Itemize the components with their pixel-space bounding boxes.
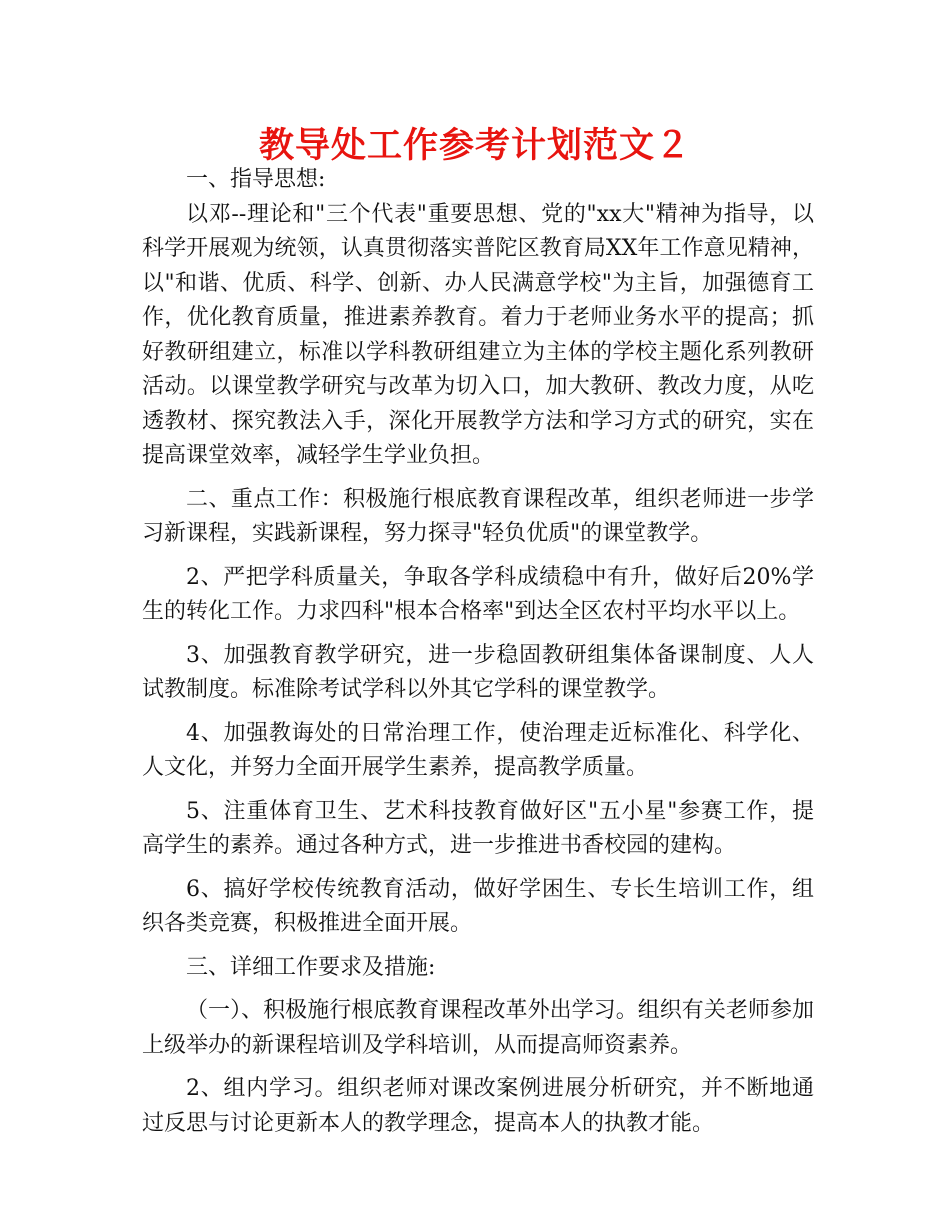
paragraph-key-work-1: 二、重点工作：积极施行根底教育课程改革，组织老师进一步学习新课程，实践新课程，努力探寻"轻负优质"的课堂教学。 (142, 486, 814, 546)
paragraph-key-work-4: 4、加强教诲处的日常治理工作，使治理走近标准化、科学化、人文化，并努力全面开展学生素养，提高教学质量。 (142, 720, 814, 780)
paragraph-key-work-3: 3、加强教育教学研究，进一步稳固教研组集体备课制度、人人试教制度。标准除考试学科以外其它学科的课堂教学。 (142, 642, 814, 702)
section-heading-guiding-ideology: 一、指导思想: (186, 167, 326, 192)
document-body (142, 163, 814, 1141)
document-title: 教导处工作参考计划范文２ (258, 126, 691, 166)
paragraph-key-work-6: 6、搞好学校传统教育活动，做好学困生、专长生培训工作，组织各类竞赛，积极推进全面开展。 (142, 876, 814, 936)
paragraph-key-work-5: 5、注重体育卫生、艺术科技教育做好区"五小星"参赛工作，提高学生的素养。通过各种方式，进一步推进书香校园的建构。 (142, 798, 814, 858)
paragraph-requirement-1: （一）、积极施行根底教育课程改革外出学习。组织有关老师参加上级举办的新课程培训及学科培训，从而提高师资素养。 (142, 998, 814, 1058)
section-heading-detailed-requirements: 三、详细工作要求及措施: (186, 954, 436, 980)
paragraph-key-work-2: 2、严把学科质量关，争取各学科成绩稳中有升，做好后20%学生的转化工作。力求四科"根本合格率"到达全区农村平均水平以上。 (142, 564, 814, 624)
paragraph-guiding-ideology: 以邓--理论和"三个代表"重要思想、党的"xx大"精神为指导，以科学开展观为统领，认真贯彻落实普陀区教育局XX年工作意见精神，以"和谐、优质、科学、创新、办人民满意学校"为主旨，加强德育工作，优化教育质量，推进素养教育。着力于老师业务水平的提高；抓好教研组建立，标准以学科教研组建立为主体的学校主题化系列教研活动。以课堂教学研究与改革为切入口，加大教研、教改力度，从吃透教材、探究教法入手，深化开展教学方法和学习方式的研究，实在提高课堂效率，减轻学生学业负担。 (142, 201, 814, 468)
paragraph-requirement-2: 2、组内学习。组织老师对课改案例进展分析研究，并不断地通过反思与讨论更新本人的教学理念，提高本人的执教才能。 (142, 1076, 814, 1136)
